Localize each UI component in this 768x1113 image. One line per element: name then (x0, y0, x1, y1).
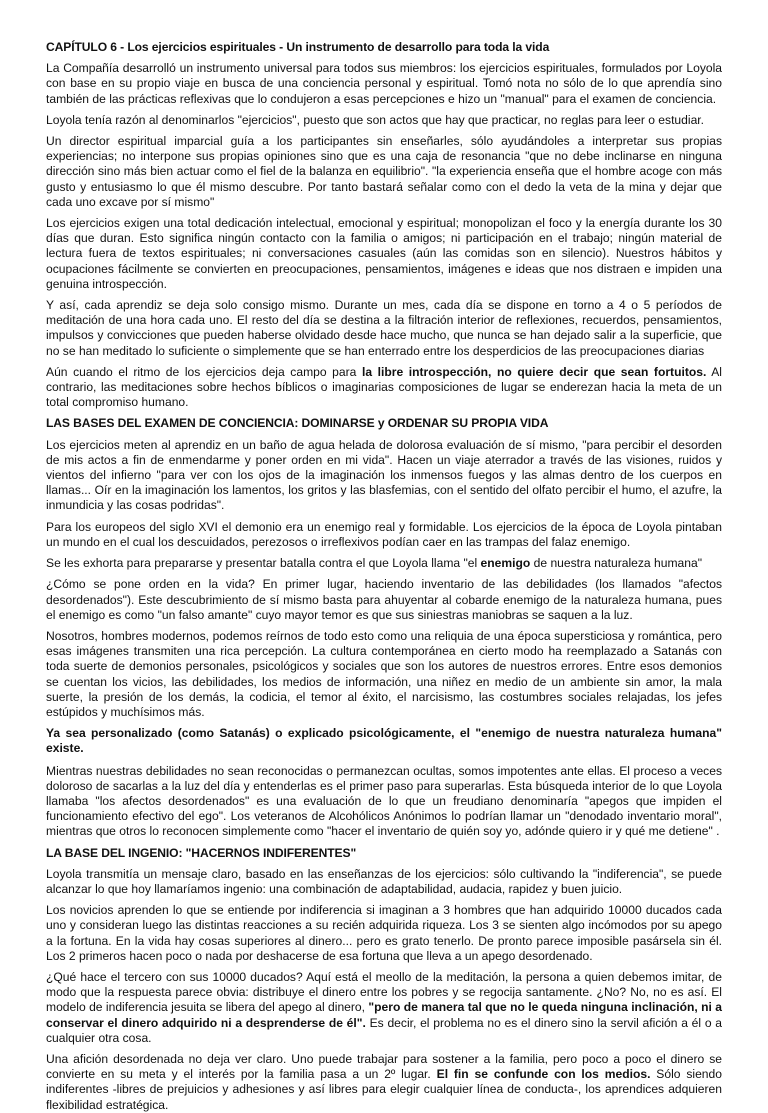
paragraph: Los ejercicios meten al aprendiz en un baño de agua helada de dolorosa evaluación de sí mismo, "para percibir el desorden de mis actos a fin de enmendarme y poner orden en mi vida". Hacen un viaje aterrador a través de las visiones, ruidos y vientos del infierno "para ver con los ojos de la imaginación los inmensos fuegos y las almas dentro de los cuerpos en llamas... Oír en la imaginación los lamentos, los gritos y las blasfemias, con el sentido del olfato percibir el humo, el azufre, la inmundicia y las cosas podridas". (46, 437, 722, 513)
paragraph: La Compañía desarrolló un instrumento universal para todos sus miembros: los ejercicios espirituales, formulados por Loyola con base en su propio viaje en busca de una conciencia personal y espiritual. Tomó nota no sólo de lo que aprendía sino también de las prácticas reflexivas que lo condujeron a esas percepciones e hizo un "manual" para el examen de conciencia. (46, 61, 722, 106)
section-heading: LA BASE DEL INGENIO: "HACERNOS INDIFERENTES" (46, 845, 357, 860)
paragraph: ¿Cómo se pone orden en la vida? En primer lugar, haciendo inventario de las debilidades (los llamados "afectos desordenados"). Este descubrimiento de sí mismo basta para ahuyentar al cobarde enemigo de la naturaleza humana, pues el enemigo es como "un falso amante" cuyo mayor temor es que sus siniestras maniobras se saquen a la luz. (46, 577, 722, 622)
text-run: Una afición desordenada no deja ver claro. Uno puede trabajar para sostener a la familia, pero poco a poco el dinero se convierte en su meta y el interés por la familia pasa a un 2º lugar. (46, 1051, 722, 1082)
text-run: de nuestra naturaleza humana" (530, 556, 702, 571)
bold-text-run: El fin se confunde con los medios. (436, 1067, 651, 1082)
bold-text-run: la libre introspección, no quiere decir que sean fortuitos. (361, 364, 707, 379)
paragraph: Para los europeos del siglo XVI el demonio era un enemigo real y formidable. Los ejercicios de la época de Loyola pintaban un mundo en el cual los descuidados, perezosos o irreflexivos podían caer en las trampas del falaz enemigo. (46, 519, 722, 549)
bold-text-run: enemigo (480, 556, 531, 571)
text-run: Sólo siendo indiferentes -libres de prejuicios y adhesiones y así libres para elegir cualquier línea de conducta-, los aprendices adquieren flexibilidad estratégica. (46, 1067, 722, 1112)
text-run: ¿Qué hace el tercero con sus 10000 ducados? Aquí está el meollo de la meditación, la persona a quien debemos imitar, de modo que la respuesta parece obvia: distribuye el dinero entre los pobres y se regocija santamente. ¿No? No, no es así. El modelo de indiferencia jesuita se libera del apego al dinero, (46, 969, 722, 1015)
paragraph (46, 1052, 722, 1113)
paragraph: Mientras nuestras debilidades no sean reconocidas o permanezcan ocultas, somos impotentes ante ellas. El proceso a veces doloroso de sacarlas a la luz del día y entenderlas es el primer paso para superarlas. Esta búsqueda interior de lo que Loyola llamaba "los afectos desordenados" es una evaluación de lo que un freudiano denominaría "apegos que impiden el funcionamiento efectivo del ego". Los veteranos de Alcohólicos Anónimos lo podrían llamar un "denodado inventario moral", mientras que otros lo reconocen simplemente como "hacer el inventario de quién soy yo, adónde quiero ir y qué me detiene" . (46, 763, 722, 839)
bold-text-run: "pero de manera tal que no le queda ninguna inclinación, ni a conservar el dinero adquirido ni a desprenderse de él". (46, 1000, 722, 1030)
text-run: Al contrario, las meditaciones sobre hechos bíblicos o imaginarias composiciones de lugar se enderezan hacia la meta de un total compromiso humano. (46, 364, 722, 410)
paragraph: Y así, cada aprendiz se deja solo consigo mismo. Durante un mes, cada día se dispone en torno a 4 o 5 períodos de meditación de una hora cada uno. El resto del día se destina a la filtración interior de reflexiones, recuerdos, pensamientos, impulsos y convicciones que pueden haberse olvidado desde hace mucho, que nunca se han dejado salir a la superficie, que no se han meditado lo suficiente o simplemente que se han enterrado entre los desperdicios de las preocupaciones diarias (46, 298, 722, 358)
paragraph: Loyola tenía razón al denominarlos "ejercicios", puesto que son actos que hay que practicar, no reglas para leer o estudiar. (46, 112, 705, 127)
paragraph: Los novicios aprenden lo que se entiende por indiferencia si imaginan a 3 hombres que han adquirido 10000 ducados cada uno y consideran luego las distintas reacciones a su recién adquirida riqueza. Los 3 se sienten algo incómodos por su apego a la fortuna. En la vida hay cosas superiores al dinero... pero es grato tenerlo. De pronto parece imposible pasársela sin él. Los 2 primeros hacen poco o nada por deshacerse de esa fortuna que lleva a un apego desordenado. (46, 903, 722, 963)
text-run: Es decir, el problema no es el dinero sino la servil afición a él o a cualquier otra cosa. (46, 1015, 723, 1045)
chapter-title: CAPÍTULO 6 - Los ejercicios espirituales - Un instrumento de desarrollo para toda la vida (46, 40, 550, 54)
section-heading: LAS BASES DEL EXAMEN DE CONCIENCIA: DOMINARSE y ORDENAR SU PROPIA VIDA (46, 416, 549, 431)
text-run: Aún cuando el ritmo de los ejercicios deja campo para (46, 364, 362, 379)
paragraph (46, 970, 722, 1046)
text-run: Se les exhorta para prepararse y presentar batalla contra el que Loyola llama "el (46, 556, 481, 571)
paragraph: Loyola transmitía un mensaje claro, basado en las enseñanzas de los ejercicios: sólo cultivando la "indiferencia", se puede alcanzar lo que hoy llamaríamos ingenio: una combinación de adaptabilidad, audacia, rapidez y buen juicio. (46, 866, 722, 896)
paragraph: Un director espiritual imparcial guía a los participantes sin enseñarles, sólo ayudándoles a interpretar sus propias experiencias; no interpone sus propias opiniones sino que es una caja de resonancia "que no debe inclinarse en ninguna dirección sino más bien actuar como el fiel de la balanza en equilibrio". "la experiencia enseña que el hombre acoge con más gusto y entusiasmo lo que él mismo descubre. Por tanto bastará señalar como con el dedo la veta de la mina y dejar que cada uno excave por sí mismo" (46, 134, 722, 209)
paragraph: Los ejercicios exigen una total dedicación intelectual, emocional y espiritual; monopolizan el foco y la energía durante los 30 días que duran. Esto significa ningún contacto con la familia o amigos; ni participación en el trabajo; ningún material de lectura fuera de textos espirituales; ni conversaciones casuales (aún las comidas son en silencio). Nuestros hábitos y ocupaciones fácilmente se convierten en preocupaciones, pensamientos, imágenes e ideas que nos distraen e impiden una genuina introspección. (46, 216, 722, 291)
paragraph (46, 365, 722, 411)
paragraph: Nosotros, hombres modernos, podemos reírnos de todo esto como una reliquia de una época supersticiosa y romántica, pero esas imágenes transmiten una rica percepción. La cultura contemporánea en cierto modo ha reemplazado a Satanás con toda suerte de demonios personales, psicológicos y sociales que son los autores de nuestros errores. Entre esos demonios se cuentan los vicios, las debilidades, los medios de información, una niñez en medio de un ambiente sin amor, la mala suerte, la presión de los demás, la codicia, el temor al éxito, el narcisismo, las costumbres sociales relajadas, los jefes estúpidos y muchísimos más. (46, 628, 722, 719)
emphasis-line: Ya sea personalizado (como Satanás) o explicado psicológicamente, el "enemigo de nuestra naturaleza humana" existe. (46, 726, 722, 756)
paragraph (46, 556, 722, 571)
